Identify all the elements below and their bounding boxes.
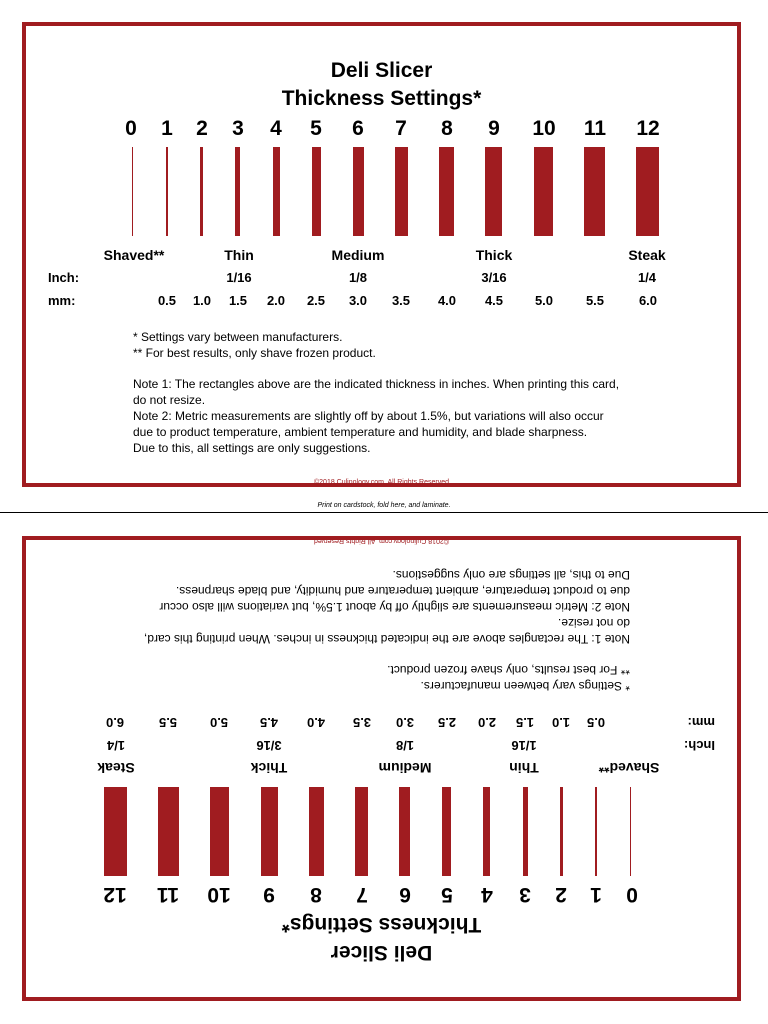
- thickness-bar-5: [312, 147, 321, 236]
- mm-value-6: 3.0: [348, 293, 368, 308]
- thickness-bar-9: [261, 787, 278, 876]
- note-1-line-2: do not resize.: [133, 393, 206, 407]
- thickness-bar-11: [584, 147, 605, 236]
- thickness-bar-0: [630, 787, 631, 876]
- setting-1: 1: [161, 117, 173, 140]
- card-front: [22, 22, 741, 487]
- setting-0: 0: [125, 117, 137, 140]
- notes-block: [50, 567, 630, 694]
- footnote-settings-vary: * Settings vary between manufacturers.: [420, 679, 630, 693]
- mm-value-3: 1.5: [228, 293, 248, 308]
- category-medium: Medium: [378, 760, 432, 776]
- setting-11: 11: [156, 883, 180, 906]
- mm-value-10: 5.0: [209, 715, 229, 730]
- mm-value-10: 5.0: [534, 293, 554, 308]
- setting-3: 3: [519, 883, 531, 906]
- thickness-bar-5: [442, 787, 451, 876]
- card-back-mirrored: [22, 536, 741, 1001]
- category-thick: Thick: [475, 247, 513, 263]
- note-2-line-3: Due to this, all settings are only suggestions.: [392, 568, 630, 582]
- category-thin: Thin: [224, 247, 254, 263]
- thickness-bar-8: [439, 147, 454, 236]
- setting-7: 7: [356, 883, 368, 906]
- thickness-bar-6: [399, 787, 410, 876]
- mm-value-8: 4.0: [306, 715, 326, 730]
- fold-line: [0, 512, 768, 513]
- category-medium: Medium: [331, 247, 385, 263]
- setting-5: 5: [310, 117, 322, 140]
- note-2-line-2: due to product temperature, ambient temperature and humidity, and blade sharpness.: [133, 425, 588, 439]
- footnote-frozen-product: ** For best results, only shave frozen product.: [387, 663, 630, 677]
- setting-2: 2: [196, 117, 208, 140]
- setting-9: 9: [263, 883, 275, 906]
- mm-value-1: 0.5: [586, 715, 606, 730]
- thickness-bar-2: [560, 787, 563, 876]
- inch-value-steak: 1/4: [106, 738, 126, 753]
- mm-value-5: 2.5: [306, 293, 326, 308]
- copyright: ©2018 Culinology.com, All Rights Reserved: [314, 537, 449, 544]
- setting-7: 7: [395, 117, 407, 140]
- setting-10: 10: [207, 883, 231, 906]
- note-2-line-2: due to product temperature, ambient temperature and humidity, and blade sharpness.: [175, 584, 630, 598]
- thickness-bar-12: [636, 147, 659, 236]
- fold-instruction: Print on cardstock, fold here, and laminate.: [317, 502, 451, 509]
- category-steak: Steak: [628, 247, 666, 263]
- note-1-line-2: do not resize.: [557, 616, 630, 630]
- mm-value-6: 3.0: [395, 715, 415, 730]
- mm-value-3: 1.5: [515, 715, 535, 730]
- mm-value-2: 1.0: [192, 293, 212, 308]
- setting-12: 12: [636, 117, 660, 140]
- thickness-bar-3: [235, 147, 240, 236]
- mm-value-9: 4.5: [484, 293, 504, 308]
- note-1-line-1: Note 1: The rectangles above are the indicated thickness in inches. When printing this card,: [133, 377, 620, 391]
- mm-value-1: 0.5: [157, 293, 177, 308]
- note-2-line-1: Note 2: Metric measurements are slightly off by about 1.5%, but variations will also occur: [133, 409, 604, 423]
- thickness-bar-7: [395, 147, 408, 236]
- category-thin: Thin: [509, 760, 539, 776]
- thickness-bar-6: [353, 147, 364, 236]
- thickness-bar-4: [483, 787, 490, 876]
- note-1-line-1: Note 1: The rectangles above are the indicated thickness in inches. When printing this card,: [143, 632, 630, 646]
- inch-value-thick: 3/16: [481, 270, 507, 285]
- thickness-bar-11: [158, 787, 179, 876]
- mm-value-8: 4.0: [437, 293, 457, 308]
- inch-value-medium: 1/8: [348, 270, 368, 285]
- mm-value-9: 4.5: [259, 715, 279, 730]
- setting-8: 8: [441, 117, 453, 140]
- title-line1: Deli Slicer: [330, 941, 433, 964]
- setting-10: 10: [532, 117, 556, 140]
- title-line2: Thickness Settings*: [281, 913, 482, 936]
- setting-0: 0: [626, 883, 638, 906]
- mm-value-7: 3.5: [352, 715, 372, 730]
- setting-3: 3: [232, 117, 244, 140]
- thickness-bar-4: [273, 147, 280, 236]
- mm-value-12: 6.0: [638, 293, 658, 308]
- copyright: ©2018 Culinology.com, All Rights Reserved: [314, 479, 449, 486]
- thickness-bar-12: [104, 787, 127, 876]
- thickness-bar-9: [485, 147, 502, 236]
- mm-row-label: mm:: [48, 293, 76, 308]
- title-line2: Thickness Settings*: [281, 87, 482, 110]
- thickness-bar-10: [534, 147, 553, 236]
- setting-12: 12: [103, 883, 127, 906]
- inch-value-medium: 1/8: [395, 738, 415, 753]
- category-shaved: Shaved**: [103, 247, 165, 263]
- thickness-bar-7: [355, 787, 368, 876]
- inch-value-thin: 1/16: [226, 270, 252, 285]
- mm-value-2: 1.0: [551, 715, 571, 730]
- mm-value-5: 2.5: [437, 715, 457, 730]
- thickness-bar-2: [200, 147, 203, 236]
- thickness-bar-0: [132, 147, 133, 236]
- mm-row-label: mm:: [687, 715, 715, 730]
- thickness-bar-3: [523, 787, 528, 876]
- setting-9: 9: [488, 117, 500, 140]
- footnote-settings-vary: * Settings vary between manufacturers.: [133, 330, 343, 344]
- mm-value-4: 2.0: [266, 293, 286, 308]
- title-line1: Deli Slicer: [330, 59, 433, 82]
- inch-value-thin: 1/16: [511, 738, 537, 753]
- category-thick: Thick: [250, 760, 288, 776]
- thickness-bar-10: [210, 787, 229, 876]
- setting-4: 4: [481, 883, 493, 906]
- setting-8: 8: [310, 883, 322, 906]
- setting-4: 4: [270, 117, 282, 140]
- inch-row-label: Inch:: [683, 738, 715, 753]
- mm-value-7: 3.5: [391, 293, 411, 308]
- setting-5: 5: [441, 883, 453, 906]
- thickness-bar-8: [309, 787, 324, 876]
- setting-1: 1: [590, 883, 602, 906]
- setting-2: 2: [555, 883, 567, 906]
- notes-block: [133, 329, 713, 456]
- mm-value-11: 5.5: [585, 293, 605, 308]
- mm-value-11: 5.5: [158, 715, 178, 730]
- setting-6: 6: [399, 883, 411, 906]
- thickness-bar-1: [166, 147, 168, 236]
- inch-row-label: Inch:: [48, 270, 80, 285]
- note-2-line-1: Note 2: Metric measurements are slightly off by about 1.5%, but variations will also occur: [159, 600, 630, 614]
- mm-value-4: 2.0: [477, 715, 497, 730]
- footnote-frozen-product: ** For best results, only shave frozen product.: [133, 346, 376, 360]
- note-2-line-3: Due to this, all settings are only suggestions.: [133, 441, 371, 455]
- setting-6: 6: [352, 117, 364, 140]
- category-shaved: Shaved**: [598, 760, 660, 776]
- inch-value-thick: 3/16: [256, 738, 282, 753]
- mm-value-12: 6.0: [105, 715, 125, 730]
- inch-value-steak: 1/4: [637, 270, 657, 285]
- category-steak: Steak: [97, 760, 135, 776]
- thickness-bar-1: [595, 787, 597, 876]
- setting-11: 11: [583, 117, 607, 140]
